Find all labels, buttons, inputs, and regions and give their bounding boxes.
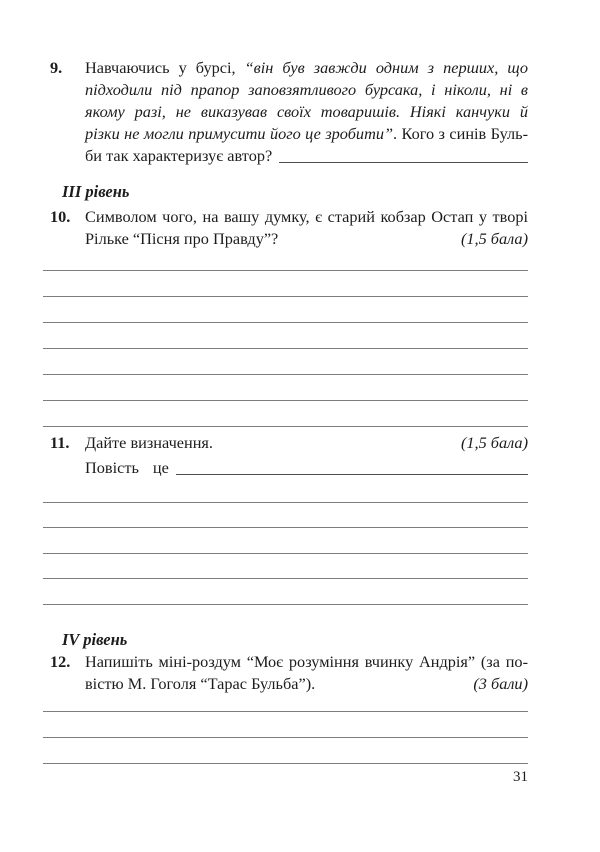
question-11 bbox=[50, 432, 528, 479]
page-number: 31 bbox=[513, 769, 528, 785]
question-10-line-1: Символом чого, на вашу думку, є старий кобзар Остап у творі bbox=[85, 207, 528, 226]
answer-line bbox=[43, 579, 528, 605]
answer-line bbox=[43, 297, 528, 323]
question-9-quote-part-3: якому разі, не виказував своїх товаришів. Ніякі канчуки й bbox=[85, 102, 528, 121]
question-9-line-1 bbox=[85, 57, 528, 79]
question-9-answer-blank bbox=[279, 145, 528, 163]
answer-line bbox=[43, 245, 528, 271]
question-9-quote-part-1: “він був завжди одним з перших, що bbox=[244, 58, 528, 77]
question-11-answer-blank bbox=[176, 457, 528, 475]
question-11-term: Повість bbox=[85, 458, 139, 477]
answer-line bbox=[43, 738, 528, 764]
question-9-lead: Навчаючись у бурсі, bbox=[85, 58, 245, 77]
question-11-prompt-row bbox=[85, 432, 528, 454]
question-9-answer-row bbox=[85, 145, 528, 167]
question-9-number: 9. bbox=[50, 58, 63, 77]
question-9-quote-part-2: підходили під прапор заповзятливого бурсака, і ніколи, ні в bbox=[85, 80, 528, 99]
answer-line bbox=[43, 528, 528, 554]
question-10-points-badge: (1,5 бала) bbox=[460, 229, 528, 248]
answer-lines-q10 bbox=[43, 245, 528, 427]
question-9-quote-part-4: різки не могли примусити його це зробити” bbox=[85, 124, 394, 143]
question-9 bbox=[50, 57, 528, 167]
question-12-line-2-text: вістю М. Гоголя “Тарас Бульба”). bbox=[85, 674, 316, 693]
answer-line bbox=[43, 503, 528, 529]
question-10-text bbox=[85, 206, 528, 250]
question-12-points-badge: (3 бали) bbox=[473, 674, 528, 693]
question-10-number: 10. bbox=[50, 207, 71, 226]
question-11-text bbox=[85, 432, 528, 479]
question-11-spacer bbox=[213, 432, 461, 454]
question-9-line-4 bbox=[85, 123, 528, 145]
question-9-tail-part-2: би так характеризує автор? bbox=[85, 146, 273, 165]
answer-line bbox=[43, 686, 528, 712]
question-10-line-2-text: Рільке “Пісня про Правду”? bbox=[85, 229, 279, 248]
question-9-tail-part-1: . Кого з синів Буль- bbox=[393, 124, 528, 143]
question-11-points-badge: (1,5 бала) bbox=[460, 433, 528, 452]
answer-line bbox=[43, 477, 528, 503]
question-12-number: 12. bbox=[50, 652, 71, 671]
answer-lines-q11 bbox=[43, 477, 528, 605]
section-heading-level-3: ІІІ рівень bbox=[62, 182, 130, 201]
answer-line bbox=[43, 323, 528, 349]
answer-lines-q12 bbox=[43, 686, 528, 764]
question-11-number: 11. bbox=[50, 433, 70, 452]
question-12-line-1: Напишіть міні-роздум “Моє розуміння вчинку Андрія” (за по- bbox=[85, 652, 528, 671]
answer-line bbox=[43, 271, 528, 297]
question-11-copula: це bbox=[152, 458, 169, 477]
answer-line bbox=[43, 349, 528, 375]
question-11-definition-row bbox=[85, 457, 528, 479]
section-heading-level-4: IV рівень bbox=[62, 630, 128, 649]
question-10 bbox=[50, 206, 528, 250]
answer-line bbox=[43, 712, 528, 738]
answer-line bbox=[43, 375, 528, 401]
answer-line bbox=[43, 554, 528, 580]
question-11-prompt: Дайте визначення. bbox=[85, 433, 213, 452]
question-9-text bbox=[85, 57, 528, 167]
answer-line bbox=[43, 401, 528, 427]
